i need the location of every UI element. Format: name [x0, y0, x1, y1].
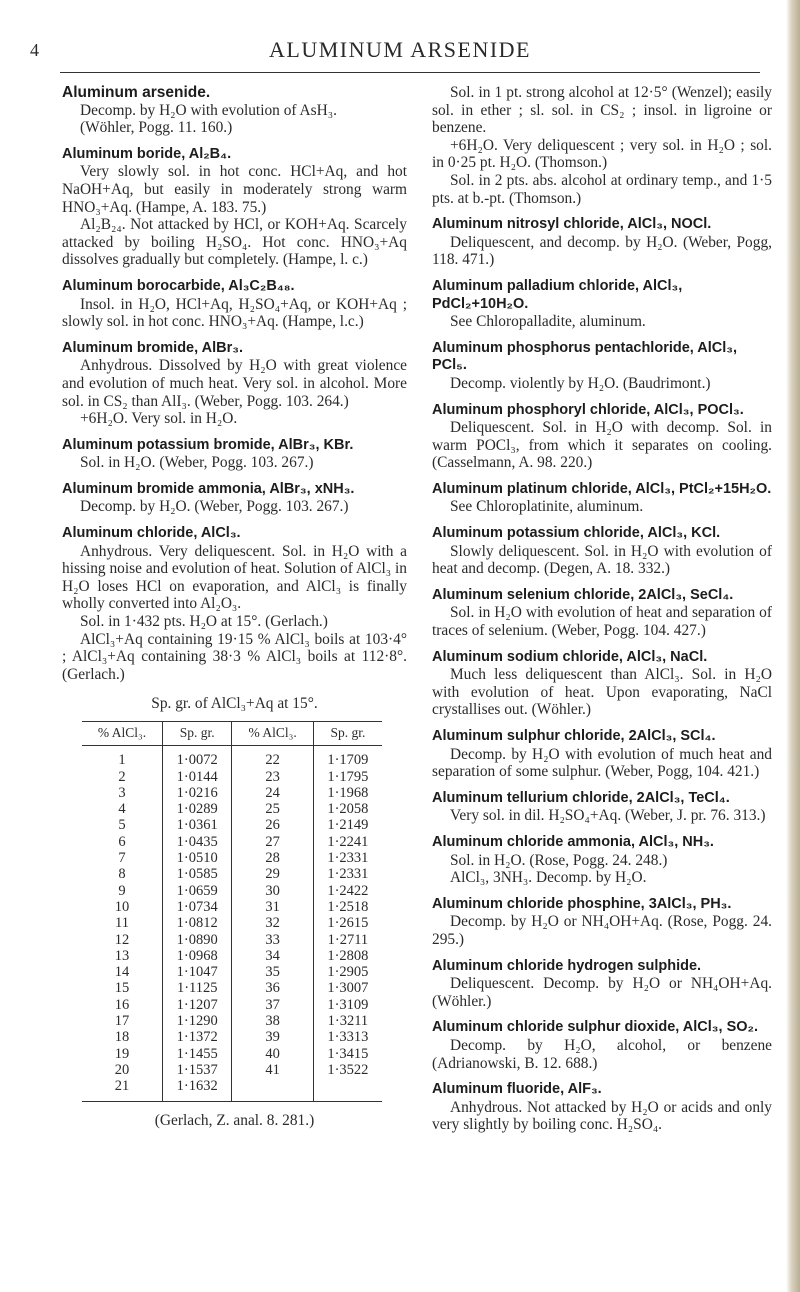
entry-title: Aluminum chloride hydrogen sulphide.: [432, 957, 702, 974]
table-cell: 28: [232, 850, 313, 866]
table-row: [82, 746, 382, 769]
entry-aluminum-chloride-sulphur-dioxide-alcl-s: [432, 1019, 772, 1072]
table-row: [82, 834, 382, 850]
entry-text: See Chloropalladite, aluminum.: [450, 313, 646, 331]
table-cell: 13: [82, 948, 162, 964]
entry-title: Aluminum chloride sulphur dioxide, AlCl₃, SO₂.: [432, 1019, 758, 1036]
entry-title: Aluminum bromide, AlBr₃.: [62, 339, 243, 356]
table-header: Sp. gr.: [313, 722, 382, 746]
right-column: [432, 84, 772, 1143]
entry-text: Sol. in 1·432 pts. H₂O at 15°. (Gerlach.): [80, 613, 328, 631]
entry-text: Insol. in H₂O, HCl+Aq, H₂SO₄+Aq, or KOH+Aq ; slowly sol. in hot conc. HNO₃+Aq. (Hampe, l.c.): [62, 295, 407, 331]
table-cell: 5: [82, 817, 162, 833]
table-cell: 22: [232, 746, 313, 769]
entry-title: Aluminum boride, Al₂B₄.: [62, 145, 232, 162]
entry-text: Decomp. by H₂O or NH₄OH+Aq. (Rose, Pogg. 24. 295.): [432, 913, 772, 948]
entry-title: Aluminum potassium bromide, AlBr₃, KBr.: [62, 436, 354, 453]
header-rule: [60, 72, 760, 73]
table-cell: 1·1537: [162, 1062, 232, 1078]
table-cell: 1·2058: [327, 801, 369, 818]
table-cell: 4: [82, 801, 162, 817]
entry-aluminum-chloride-phosphine-3alcl-ph: [432, 896, 772, 949]
entry-text: Very slowly sol. in hot conc. HCl+Aq, and hot NaOH+Aq, but easily in moderately strong warm HNO₃+Aq. (Hampe, A. 183. 75.): [62, 163, 407, 216]
entry-aluminum-arsenide: [62, 84, 407, 137]
entry-aluminum-phosphorus-pentachloride-alcl-p: [432, 340, 772, 393]
table-source: (Gerlach, Z. anal. 8. 281.): [154, 1111, 315, 1129]
entry-aluminum-chloride-hydrogen-sulphide: [432, 958, 772, 1011]
entry-text: Decomp. by H₂O. (Weber, Pogg. 103. 267.): [80, 498, 349, 516]
table-cell: 1·1968: [327, 784, 369, 801]
entry-text: Anhydrous. Dissolved by H₂O with great violence and evolution of much heat. Very sol. in alcohol. More sol. in CS₂ than AlI₃. (Weber, Pogg. 103. 264.): [62, 357, 407, 410]
table-cell: 1·1125: [162, 980, 232, 996]
entry-title: Aluminum chloride, AlCl₃.: [62, 525, 241, 542]
entry-text: Very sol. in dil. H₂SO₄+Aq. (Weber, J. pr. 76. 313.): [450, 807, 766, 825]
table-cell: 1·0216: [162, 785, 232, 801]
table-cell: [313, 1078, 382, 1101]
entry-title: Aluminum arsenide.: [62, 84, 211, 101]
entry-aluminum-sulphur-chloride-2alcl-scl: [432, 728, 772, 781]
table-cell: 21: [82, 1078, 162, 1101]
table-cell: 16: [82, 997, 162, 1013]
entry-title: Aluminum phosphoryl chloride, AlCl₃, POCl₃.: [432, 401, 744, 418]
table-cell: 18: [82, 1029, 162, 1045]
entry-aluminum-chloride-ammonia-alcl-nh: [432, 834, 772, 887]
entry-continued: [432, 84, 772, 207]
entry-title: Aluminum chloride phosphine, 3AlCl₃, PH₃.: [432, 895, 732, 912]
table-cell: 1·3211: [327, 1013, 369, 1030]
table-cell: 37: [232, 997, 313, 1013]
table-cell: 1·1632: [162, 1078, 232, 1101]
table-cell: 1·0361: [162, 817, 232, 833]
table-caption: Sp. gr. of AlCl₃+Aq at 15°.: [151, 695, 318, 713]
entry-title: Aluminum nitrosyl chloride, AlCl₃, NOCl.: [432, 216, 712, 233]
table-cell: 1·3522: [327, 1061, 369, 1078]
table-row: [82, 997, 382, 1013]
table-cell: 1·2422: [327, 882, 369, 899]
table-cell: 30: [232, 883, 313, 899]
table-cell: 1·0968: [162, 948, 232, 964]
entry-text: (Wöhler, Pogg. 11. 160.): [80, 119, 233, 137]
specific-gravity-table: [82, 721, 382, 1102]
table-cell: 41: [232, 1062, 313, 1078]
table-row: [82, 769, 382, 785]
table-cell: 1·1290: [162, 1013, 232, 1029]
table-cell: 8: [82, 866, 162, 882]
entry-text: Sol. in 1 pt. strong alcohol at 12·5° (Wenzel); easily sol. in ether ; sl. sol. in CS₂ ; insol. in ligroine or benzene.: [432, 84, 772, 137]
table-cell: 1·2615: [327, 915, 369, 932]
entry-title: Aluminum fluoride, AlF₃.: [432, 1081, 602, 1098]
table-cell: 11: [82, 915, 162, 931]
entry-aluminum-tellurium-chloride-2alcl-tecl: [432, 790, 772, 825]
entry-aluminum-sodium-chloride-alcl-nacl: [432, 649, 772, 719]
entry-title: Aluminum sodium chloride, AlCl₃, NaCl.: [432, 648, 708, 665]
table-row: [82, 1078, 382, 1101]
entry-text: +6H₂O. Very sol. in H₂O.: [80, 410, 238, 428]
entry-text: +6H₂O. Very deliquescent ; very sol. in H₂O ; sol. in 0·25 pt. H₂O. (Thomson.): [432, 136, 772, 172]
table-cell: [232, 1078, 313, 1101]
table-row: [82, 932, 382, 948]
table-cell: 1·1709: [327, 752, 369, 769]
table-cell: 3: [82, 785, 162, 801]
entry-title: Aluminum bromide ammonia, AlBr₃, xNH₃.: [62, 480, 355, 497]
table-cell: 1·0144: [162, 769, 232, 785]
entry-text: Decomp. by H₂O with evolution of much heat and separation of some sulphur. (Weber, Pogg, 104. 421.): [432, 745, 772, 781]
table-row: [82, 915, 382, 931]
table-cell: 1·2905: [327, 964, 369, 981]
entry-aluminum-bromide-albr: [62, 340, 407, 428]
entry-title: Aluminum palladium chloride, AlCl₃, PdCl₂+10H₂O.: [432, 277, 683, 312]
table-cell: 1·2808: [327, 947, 369, 964]
entry-aluminum-chloride-alcl: [62, 525, 407, 683]
entry-title: Aluminum phosphorus pentachloride, AlCl₃, PCl₅.: [432, 339, 738, 374]
table-cell: 1·1372: [162, 1029, 232, 1045]
entry-title: Aluminum sulphur chloride, 2AlCl₃, SCl₄.: [432, 728, 716, 744]
table-cell: 14: [82, 964, 162, 980]
table-cell: 36: [232, 980, 313, 996]
table-row: [82, 980, 382, 996]
entry-title: Aluminum selenium chloride, 2AlCl₃, SeCl₄.: [432, 586, 734, 603]
table-cell: 1·3007: [327, 980, 369, 997]
entry-aluminum-bromide-ammonia-albr-xnh: [62, 481, 407, 516]
table-row: [82, 1062, 382, 1078]
table-cell: 1·3415: [327, 1045, 369, 1062]
table-cell: 1·0585: [162, 866, 232, 882]
page-number: 4: [30, 40, 39, 60]
entry-aluminum-potassium-chloride-alcl-kcl: [432, 525, 772, 578]
entry-aluminum-fluoride-alf: [432, 1081, 772, 1134]
table-cell: 12: [82, 932, 162, 948]
table-cell: 31: [232, 899, 313, 915]
entry-text: Al₂B₂₄. Not attacked by HCl, or KOH+Aq. Scarcely attacked by boiling H₂SO₄. Hot conc. HNO₃+Aq dissolves gradually but completely. (Hampe, l. c.): [62, 216, 407, 269]
entry-text: Much less deliquescent than AlCl₃. Sol. in H₂O with evolution of heat. Upon evaporating, NaCl crystallises out. (Wöhler.): [432, 666, 772, 719]
table-cell: 26: [232, 817, 313, 833]
table-cell: 1·2241: [327, 833, 369, 850]
table-header: % AlCl₃.: [82, 722, 162, 746]
entry-text: Sol. in 2 pts. abs. alcohol at ordinary temp., and 1·5 pts. at b.-pt. (Thomson.): [432, 171, 772, 207]
table-cell: 29: [232, 866, 313, 882]
table-cell: 1·1455: [162, 1046, 232, 1062]
running-title: ALUMINUM ARSENIDE: [269, 37, 531, 62]
table-cell: 1·2149: [327, 817, 369, 834]
table-row: [82, 899, 382, 915]
table-cell: 2: [82, 769, 162, 785]
entry-aluminum-platinum-chloride-alcl-ptcl-15h: [432, 481, 772, 516]
entry-text: Deliquescent. Sol. in H₂O with decomp. Sol. in warm POCl₃, from which it separates on cooling. (Casselmann, A. 98. 220.): [432, 419, 772, 472]
entry-aluminum-potassium-bromide-albr-kbr: [62, 437, 407, 472]
entry-text: Decomp. violently by H₂O. (Baudrimont.): [450, 374, 711, 392]
entry-text: Anhydrous. Not attacked by H₂O or acids and only very slightly by boiling conc. H₂SO₄.: [432, 1098, 772, 1134]
table-cell: 1·1795: [327, 768, 369, 785]
entry-aluminum-boride-al-b: [62, 146, 407, 269]
table-cell: 6: [82, 834, 162, 850]
table-cell: 1·0289: [162, 801, 232, 817]
table-cell: 25: [232, 801, 313, 817]
table-cell: 9: [82, 883, 162, 899]
table-cell: 1·0734: [162, 899, 232, 915]
table-cell: 1·3313: [327, 1029, 369, 1046]
table-cell: 1·2518: [327, 898, 369, 915]
table-row: [82, 1046, 382, 1062]
table-row: [82, 1029, 382, 1045]
table-cell: 10: [82, 899, 162, 915]
table-row: [82, 785, 382, 801]
entry-title: Aluminum chloride ammonia, AlCl₃, NH₃.: [432, 833, 714, 850]
table-cell: 27: [232, 834, 313, 850]
table-cell: 1·0510: [162, 850, 232, 866]
entry-text: AlCl₃+Aq containing 19·15 % AlCl₃ boils at 103·4° ; AlCl₃+Aq containing 38·3 % AlCl₃ boils at 112·8°. (Gerlach.): [62, 630, 407, 683]
entry-text: Sol. in H₂O. (Rose, Pogg. 24. 248.): [450, 851, 668, 869]
table-cell: 1·0890: [162, 932, 232, 948]
table-cell: 38: [232, 1013, 313, 1029]
table-cell: 23: [232, 769, 313, 785]
table-cell: 20: [82, 1062, 162, 1078]
entry-text: AlCl₃, 3NH₃. Decomp. by H₂O.: [450, 869, 647, 887]
table-row: [82, 948, 382, 964]
table-row: [82, 1013, 382, 1029]
table-cell: 33: [232, 932, 313, 948]
table-cell: 1·1207: [162, 997, 232, 1013]
table-cell: 19: [82, 1046, 162, 1062]
table-cell: 32: [232, 915, 313, 931]
table-cell: 1·0812: [162, 915, 232, 931]
table-cell: 1·2331: [327, 866, 369, 883]
table-row: [82, 801, 382, 817]
table-cell: 39: [232, 1029, 313, 1045]
table-row: [82, 883, 382, 899]
table-cell: 1·2331: [327, 850, 369, 867]
entry-text: Anhydrous. Very deliquescent. Sol. in H₂O with a hissing noise and evolution of heat. Solution of AlCl₃ in H₂O loses HCl on evaporation, and AlCl₃ is finally wholly converted into Al₂O₃.: [62, 542, 407, 613]
left-column: [62, 84, 407, 1129]
table-header: Sp. gr.: [162, 722, 232, 746]
entry-text: Deliquescent. Decomp. by H₂O or NH₄OH+Aq. (Wöhler.): [432, 975, 772, 1010]
table-row: [82, 866, 382, 882]
table-cell: 1·1047: [162, 964, 232, 980]
entry-aluminum-borocarbide-al-c-b: [62, 278, 407, 331]
table-cell: 24: [232, 785, 313, 801]
table-cell: 1·2711: [327, 931, 369, 948]
entry-text: Decomp. by H₂O with evolution of AsH₃.: [80, 101, 337, 119]
entry-title: Aluminum potassium chloride, AlCl₃, KCl.: [432, 525, 721, 542]
table-cell: 1·0072: [162, 746, 232, 769]
entry-text: Sol. in H₂O. (Weber, Pogg. 103. 267.): [80, 454, 314, 472]
table-cell: 7: [82, 850, 162, 866]
entry-text: See Chloroplatinite, aluminum.: [450, 498, 644, 516]
entry-text: Sol. in H₂O with evolution of heat and separation of traces of selenium. (Weber, Pogg. 104. 427.): [432, 604, 772, 640]
entry-text: Deliquescent, and decomp. by H₂O. (Weber, Pogg, 118. 471.): [432, 233, 772, 269]
entry-aluminum-nitrosyl-chloride-alcl-nocl: [432, 216, 772, 269]
entry-text: Decomp. by H₂O, alcohol, or benzene (Adrianowski, B. 12. 688.): [432, 1036, 772, 1072]
entry-aluminum-palladium-chloride-alcl-pdcl-10: [432, 278, 772, 331]
table-header: % AlCl₃.: [232, 722, 313, 746]
entry-aluminum-phosphoryl-chloride-alcl-pocl: [432, 402, 772, 472]
table-cell: 35: [232, 964, 313, 980]
table-cell: 40: [232, 1046, 313, 1062]
entry-title: Aluminum borocarbide, Al₃C₂B₄₈.: [62, 277, 295, 294]
table-cell: 1: [82, 746, 162, 769]
table-row: [82, 964, 382, 980]
table-cell: 15: [82, 980, 162, 996]
table-cell: 1·3109: [327, 996, 369, 1013]
entry-text: Slowly deliquescent. Sol. in H₂O with evolution of heat and decomp. (Degen, A. 18. 332.): [432, 542, 772, 578]
table-row: [82, 850, 382, 866]
entry-aluminum-selenium-chloride-2alcl-secl: [432, 587, 772, 640]
entry-title: Aluminum tellurium chloride, 2AlCl₃, TeCl₄.: [432, 789, 730, 806]
page-edge-shadow: [786, 0, 800, 1292]
table-cell: 1·0435: [162, 834, 232, 850]
table-row: [82, 817, 382, 833]
table-cell: 1·0659: [162, 883, 232, 899]
table-cell: 34: [232, 948, 313, 964]
table-cell: 17: [82, 1013, 162, 1029]
entry-title: Aluminum platinum chloride, AlCl₃, PtCl₂+15H₂O.: [432, 480, 772, 497]
